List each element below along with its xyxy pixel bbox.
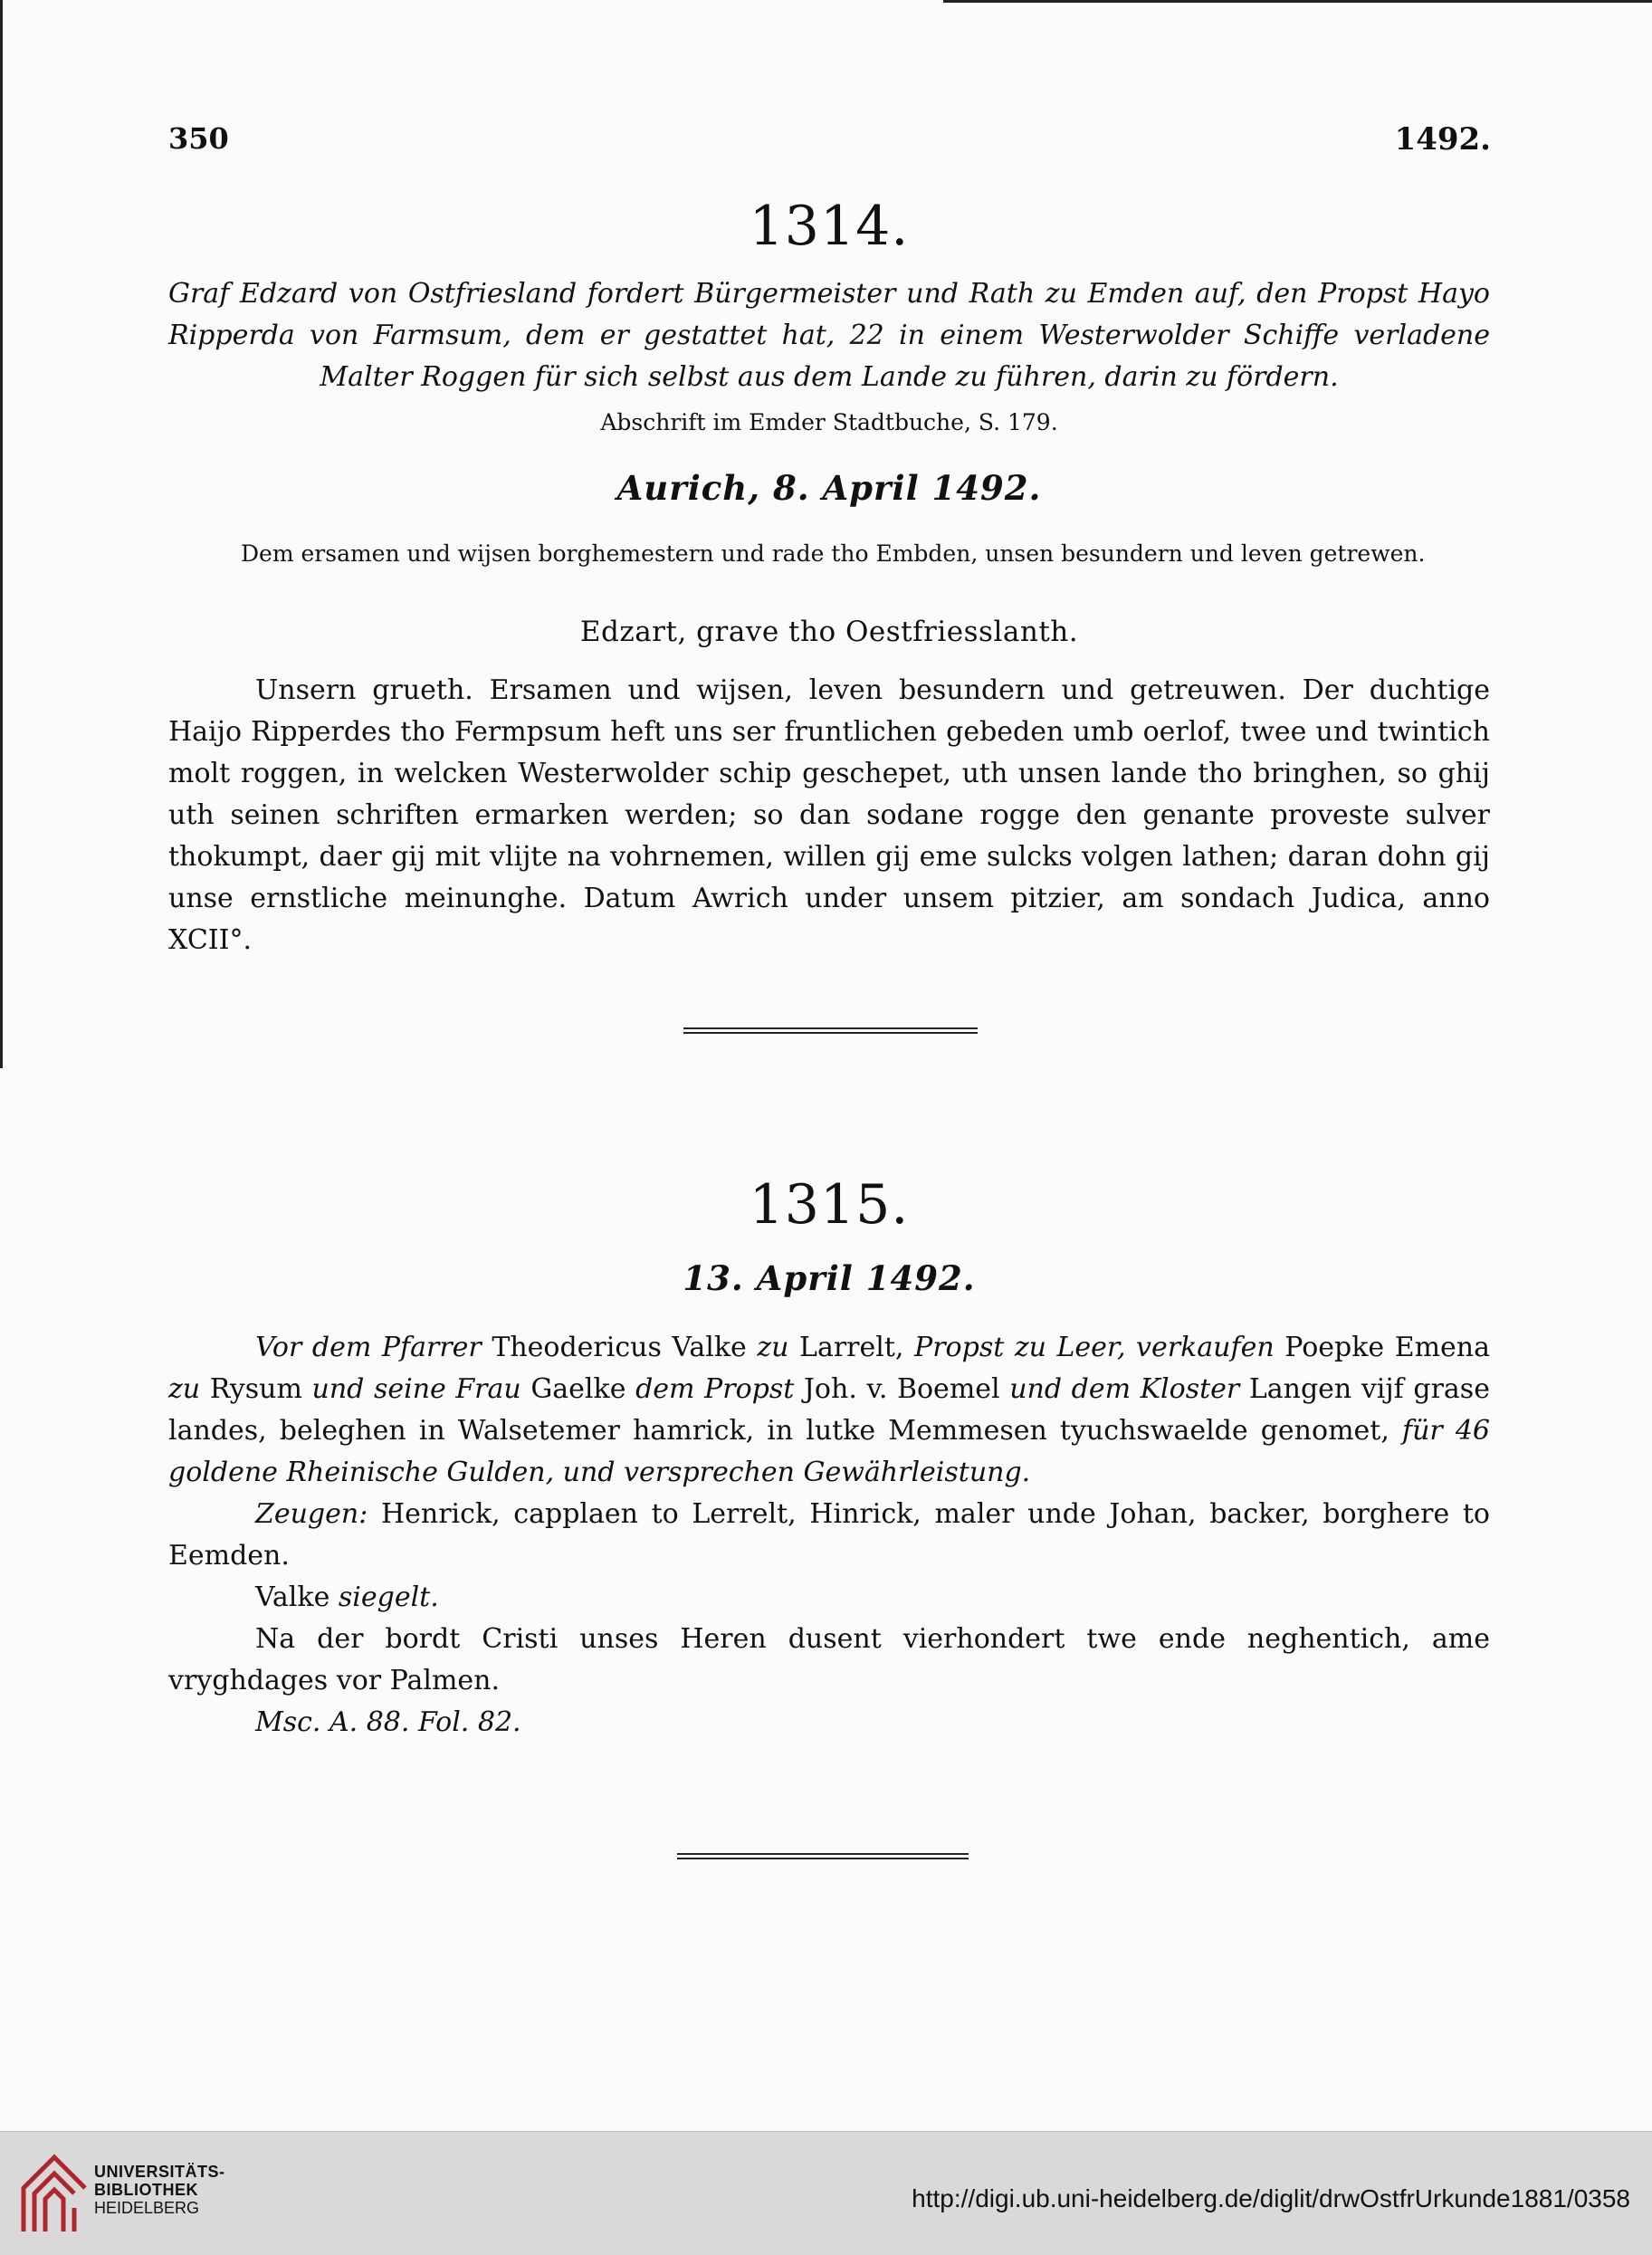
regest-fragment: Gaelke [530, 1373, 626, 1405]
scan-border-left [0, 0, 3, 1068]
regest-fragment: und seine Frau [311, 1373, 521, 1405]
dateline-1315: 13. April 1492. [683, 1258, 976, 1298]
regest-fragment: Langen vijf grase landes, beleghen in Walsetemer hamrick, in lutke Memmesen tyuchswaelde genomet, [168, 1373, 1490, 1447]
document-number-1314: 1314. [749, 195, 910, 258]
dating-formula-1315: Na der bordt Cristi unses Heren dusent vierhondert twe ende neghentich, ame vryghdages vor Palmen. [168, 1623, 1490, 1696]
seal-note-1315 [168, 1577, 1490, 1619]
regest-fragment: Joh. v. Boemel [803, 1373, 1000, 1405]
regest-fragment: Larrelt, [799, 1332, 904, 1363]
regest-1314: Graf Edzard von Ostfriesland fordert Bürgermeister und Rath zu Emden auf, den Propst Hayo Ripperda von Farmsum, dem er gestattet hat, 22 in einem Westerwolder Schiffe verladene Malter Roggen für sich selbst aus dem Lande zu führen, darin zu fördern. [168, 278, 1490, 393]
body-text-1314: Unsern grueth. Ersamen und wijsen, leven besundern und getreuwen. Der duchtige Haijo Ripperdes tho Fermpsum heft uns ser fruntlichen gebeden umb oerlof, twee und twintich molt roggen, in welcken Westerwolder schip geschepet, uth unsen lande tho bringhen, so ghij uth seinen schriften ermarken werden; so dan sodane rogge den genante proveste sulver thokumpt, daer gij mit vlijte na vohrnemen, willen gij eme sulcks volgen lathen; daran dohn gij unse ernstliche meinunghe. Datum Awrich under unsem pitzier, am sondach Judica, anno XCII°. [168, 674, 1490, 956]
source-note-1315: Msc. A. 88. Fol. 82. [255, 1706, 521, 1738]
dateline-1314: Aurich, 8. April 1492. [616, 468, 1042, 508]
regest-fragment: Propst zu Leer, verkaufen [914, 1332, 1275, 1363]
regest-fragment: zu [168, 1373, 201, 1405]
regest-fragment: Rysum [209, 1373, 302, 1405]
running-head-year: 1492. [1394, 121, 1491, 158]
regest-fragment: dem Propst [635, 1373, 795, 1405]
regest-fragment: und dem Kloster [1009, 1373, 1240, 1405]
witnesses-1315 [168, 1494, 1490, 1577]
sender-1314: Edzart, grave tho Oestfriesslanth. [579, 616, 1079, 648]
library-name-line: UNIVERSITÄTS- [94, 2163, 225, 2181]
library-name [94, 2163, 225, 2217]
regest-fragment: für 46 goldene Rheinische Gulden, und versprechen Gewährleistung. [168, 1415, 1490, 1488]
library-logo-icon [18, 2152, 91, 2235]
regest-fragment: Poepke Emena [1284, 1332, 1491, 1363]
library-name-line: BIBLIOTHEK [94, 2181, 198, 2199]
address-1314: Dem ersamen und wijsen borghemestern und rade tho Embden, unsen besundern und leven getrewen. [241, 540, 1426, 567]
separator-rule [683, 1027, 978, 1034]
regest-fragment: zu [757, 1332, 789, 1363]
seal-name: Valke [255, 1581, 330, 1613]
witnesses-label: Zeugen: [255, 1498, 368, 1530]
permalink-url[interactable]: http://digi.ub.uni-heidelberg.de/diglit/drwOstfrUrkunde1881/0358 [912, 2184, 1630, 2212]
source-note-1314: Abschrift im Emder Stadtbuche, S. 179. [600, 409, 1058, 435]
scan-border-top [943, 0, 1652, 3]
witnesses-text: Henrick, capplaen to Lerrelt, Hinrick, maler unde Johan, backer, borghere to Eemden. [168, 1498, 1490, 1572]
regest-fragment: Vor dem Pfarrer [255, 1332, 482, 1363]
seal-word: siegelt. [338, 1581, 439, 1613]
separator-rule-end [677, 1853, 969, 1859]
footer-bar [0, 2131, 1652, 2255]
document-number-1315: 1315. [749, 1173, 910, 1237]
regest-fragment: Theodericus Valke [492, 1332, 747, 1363]
library-name-line: HEIDELBERG [94, 2199, 200, 2217]
regest-1315 [168, 1327, 1490, 1494]
page-number: 350 [168, 121, 229, 156]
